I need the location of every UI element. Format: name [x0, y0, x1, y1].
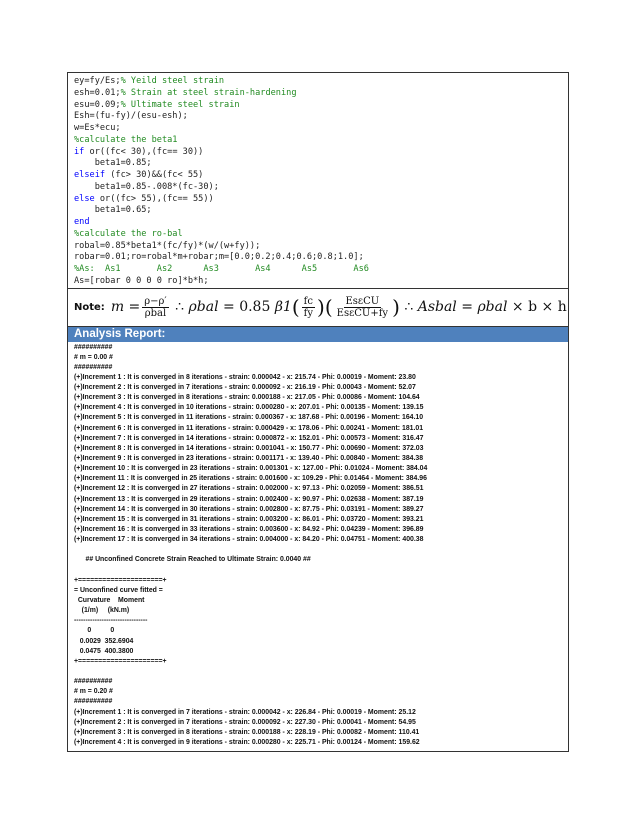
code-line [74, 88, 562, 100]
code-token: robar=0.01;ro=robal*m+robar;m=[0.0;0.2;0.4;0.6;0.8;1.0]; [74, 252, 364, 263]
eq-equals-3: = [461, 299, 473, 315]
code-token: % Strain at steel strain-hardening [120, 87, 297, 98]
report-line: Curvature Moment [74, 597, 145, 605]
code-line [74, 276, 562, 288]
eq-equals: = [128, 299, 141, 315]
eq-rho-bal-den: ρbal [144, 307, 167, 319]
report-line: 0.0029 352.6904 [74, 637, 134, 645]
report-line: (+)Increment 8 : It is converged in 14 iterations - strain: 0.001041 - x: 150.77 - Phi: 0.00690 - Moment: 372.03 [74, 444, 424, 452]
report-line: (+)Increment 15 : It is converged in 31 iterations - strain: 0.003200 - x: 86.01 - Phi: 0.03720 - Moment: 393.21 [74, 515, 424, 523]
report-line: (+)Increment 16 : It is converged in 33 iterations - strain: 0.003600 - x: 84.92 - Phi: 0.04239 - Moment: 396.89 [74, 526, 424, 534]
report-line: (+)Increment 1 : It is converged in 8 iterations - strain: 0.000042 - x: 215.74 - Phi: 0.00019 - Moment: 23.80 [74, 373, 416, 381]
code-line [74, 158, 562, 170]
code-line [74, 205, 562, 217]
code-token: else [74, 193, 95, 204]
report-line: # m = 0.00 # [74, 353, 113, 361]
report-line: (+)Increment 7 : It is converged in 14 iterations - strain: 0.000872 - x: 152.01 - Phi: 0.00573 - Moment: 316.47 [74, 434, 424, 442]
report-line: (+)Increment 14 : It is converged in 30 iterations - strain: 0.002800 - x: 87.75 - Phi: 0.03191 - Moment: 389.27 [74, 505, 424, 513]
code-token: beta1=0.85-.008*(fc-30); [74, 181, 219, 192]
eq-coefficient: = 0.85 [223, 299, 271, 315]
code-token: robal=0.85*beta1*(fc/fy)*(w/(w+fy)); [74, 240, 261, 251]
eq-fraction-strain [335, 296, 390, 319]
code-line [74, 182, 562, 194]
eq-es-ecu: EsεCU [345, 295, 380, 307]
code-token: ey=fy/Es; [74, 76, 121, 86]
report-line: ## Unconfined Concrete Strain Reached to Ultimate Strain: 0.0040 ## [74, 556, 311, 564]
code-line [74, 170, 562, 182]
eq-fc: fc [303, 295, 313, 307]
code-token: beta1=0.85; [74, 158, 152, 169]
code-token: % Yeild steel strain [120, 76, 225, 86]
document-frame [67, 72, 569, 752]
report-line: (+)Increment 10 : It is converged in 23 iterations - strain: 0.001301 - x: 127.00 - Phi: 0.01024 - Moment: 384.04 [74, 465, 428, 473]
report-line [74, 545, 568, 555]
code-line [74, 217, 562, 229]
code-token: elseif [74, 170, 106, 180]
code-token: or((fc< 30),(fc== 30)) [84, 146, 204, 157]
report-line: (+)Increment 17 : It is converged in 34 iterations - strain: 0.004000 - x: 84.20 - Phi: 0.04751 - Moment: 400.38 [74, 536, 424, 544]
code-token: esh=0.01; [74, 87, 121, 98]
eq-as-bal: Asbal [417, 299, 457, 315]
report-line: (+)Increment 1 : It is converged in 7 iterations - strain: 0.000042 - x: 226.84 - Phi: 0.00019 - Moment: 25.12 [74, 708, 416, 716]
report-line: +=====================+ [74, 657, 167, 665]
code-line [74, 100, 562, 112]
report-line: (+)Increment 5 : It is converged in 11 iterations - strain: 0.000367 - x: 187.68 - Phi: 0.00196 - Moment: 164.10 [74, 414, 424, 422]
report-line: (+)Increment 9 : It is converged in 23 iterations - strain: 0.001171 - x: 139.40 - Phi: 0.00840 - Moment: 384.38 [74, 455, 424, 463]
report-line: ########## [74, 343, 113, 351]
code-token: Esh=(fu-fy)/(esu-esh); [74, 111, 188, 122]
report-line: (+)Increment 12 : It is converged in 27 iterations - strain: 0.002000 - x: 97.13 - Phi: 0.02059 - Moment: 386.51 [74, 485, 424, 493]
report-line: (+)Increment 2 : It is converged in 7 iterations - strain: 0.000092 - x: 227.30 - Phi: 0.00041 - Moment: 54.95 [74, 718, 416, 726]
report-line: (+)Increment 3 : It is converged in 8 iterations - strain: 0.000188 - x: 228.19 - Phi: 0.00082 - Moment: 110.41 [74, 728, 420, 736]
code-line [74, 241, 562, 253]
code-token: % Ultimate steel strain [120, 99, 240, 110]
code-line [74, 194, 562, 206]
report-line: ########## [74, 363, 113, 371]
report-line: (+)Increment 4 : It is converged in 10 iterations - strain: 0.000280 - x: 207.01 - Phi: 0.00135 - Moment: 139.15 [74, 404, 424, 412]
code-token: beta1=0.65; [74, 205, 152, 216]
code-token: or((fc> 55),(fc== 55)) [94, 193, 214, 204]
code-token: As=[robar 0 0 0 0 ro]*b*h; [74, 275, 209, 286]
code-token: %calculate the beta1 [74, 134, 178, 145]
code-token: esu=0.09; [74, 99, 121, 110]
report-line: ########## [74, 698, 113, 706]
note-equation: Note: m = $\frac{\rho-\rho'}{\text{ρbal}}$ ∴ ρbal = 0.85 β1 ( $\frac{fc}{fy}$ ) ( $\frac{\text{EsεCU}}{\text{EsεCU+fy}}$ ) ∴ Asbal = ρbal × b × h [68, 288, 568, 326]
code-line [74, 264, 562, 276]
report-line: 0 0 [74, 627, 115, 635]
report-line: (+)Increment 13 : It is converged in 29 iterations - strain: 0.002400 - x: 90.97 - Phi: 0.02638 - Moment: 387.19 [74, 495, 424, 503]
note-label: Note: [74, 301, 105, 313]
analysis-report-title: Analysis Report: [68, 326, 568, 342]
code-token: if [74, 146, 85, 157]
report-line: -------------------------------- [74, 617, 148, 625]
eq-m: m [110, 299, 125, 315]
eq-es-ecu-fy: EsεCU+fy [336, 307, 389, 319]
code-token: %As: As1 As2 As3 As4 As5 As6 [74, 264, 369, 274]
therefore-symbol-2: ∴ [404, 299, 414, 315]
report-line: (+)Increment 3 : It is converged in 8 iterations - strain: 0.000188 - x: 217.05 - Phi: 0.00086 - Moment: 104.64 [74, 394, 420, 402]
analysis-report-body [68, 342, 568, 749]
code-token: end [74, 217, 90, 227]
eq-beta1: β1 [274, 299, 292, 315]
code-line [74, 76, 562, 88]
eq-rho-bal-rhs: ρbal [477, 299, 508, 315]
eq-rho-bal-lhs: ρbal [188, 299, 219, 315]
eq-fraction-ratio [142, 296, 168, 319]
eq-fy: fy [303, 307, 314, 319]
report-line [74, 667, 568, 677]
report-line: (+)Increment 11 : It is converged in 25 iterations - strain: 0.001600 - x: 109.29 - Phi: 0.01464 - Moment: 384.96 [74, 475, 427, 483]
code-token: %calculate the ro-bal [74, 228, 183, 239]
code-line [74, 135, 562, 147]
report-line: 0.0475 400.3800 [74, 647, 134, 655]
eq-rho-diff: ρ−ρ′ [144, 295, 167, 307]
matlab-code-block [68, 73, 568, 288]
report-line: (+)Increment 4 : It is converged in 9 iterations - strain: 0.000280 - x: 225.71 - Phi: 0.00124 - Moment: 159.62 [74, 738, 420, 746]
code-line [74, 147, 562, 159]
report-line: = Unconfined curve fitted = [74, 586, 163, 594]
eq-fraction-fc-fy [302, 296, 315, 319]
therefore-symbol: ∴ [175, 299, 185, 315]
eq-times-bh: × b × h [511, 299, 567, 315]
report-line: +=====================+ [74, 576, 167, 584]
code-token: (fc> 30)&&(fc< 55) [105, 170, 204, 180]
code-token: w=Es*ecu; [74, 123, 121, 133]
code-line [74, 229, 562, 241]
report-line: (1/m) (kN.m) [74, 607, 130, 615]
report-line: (+)Increment 6 : It is converged in 11 iterations - strain: 0.000429 - x: 178.06 - Phi: 0.00241 - Moment: 181.01 [74, 424, 424, 432]
report-line: (+)Increment 2 : It is converged in 7 iterations - strain: 0.000092 - x: 216.19 - Phi: 0.00043 - Moment: 52.07 [74, 384, 416, 392]
report-line [74, 566, 568, 576]
code-line [74, 123, 562, 135]
report-line: # m = 0.20 # [74, 688, 113, 696]
report-line: ########## [74, 678, 113, 686]
code-line [74, 111, 562, 123]
code-line [74, 252, 562, 264]
